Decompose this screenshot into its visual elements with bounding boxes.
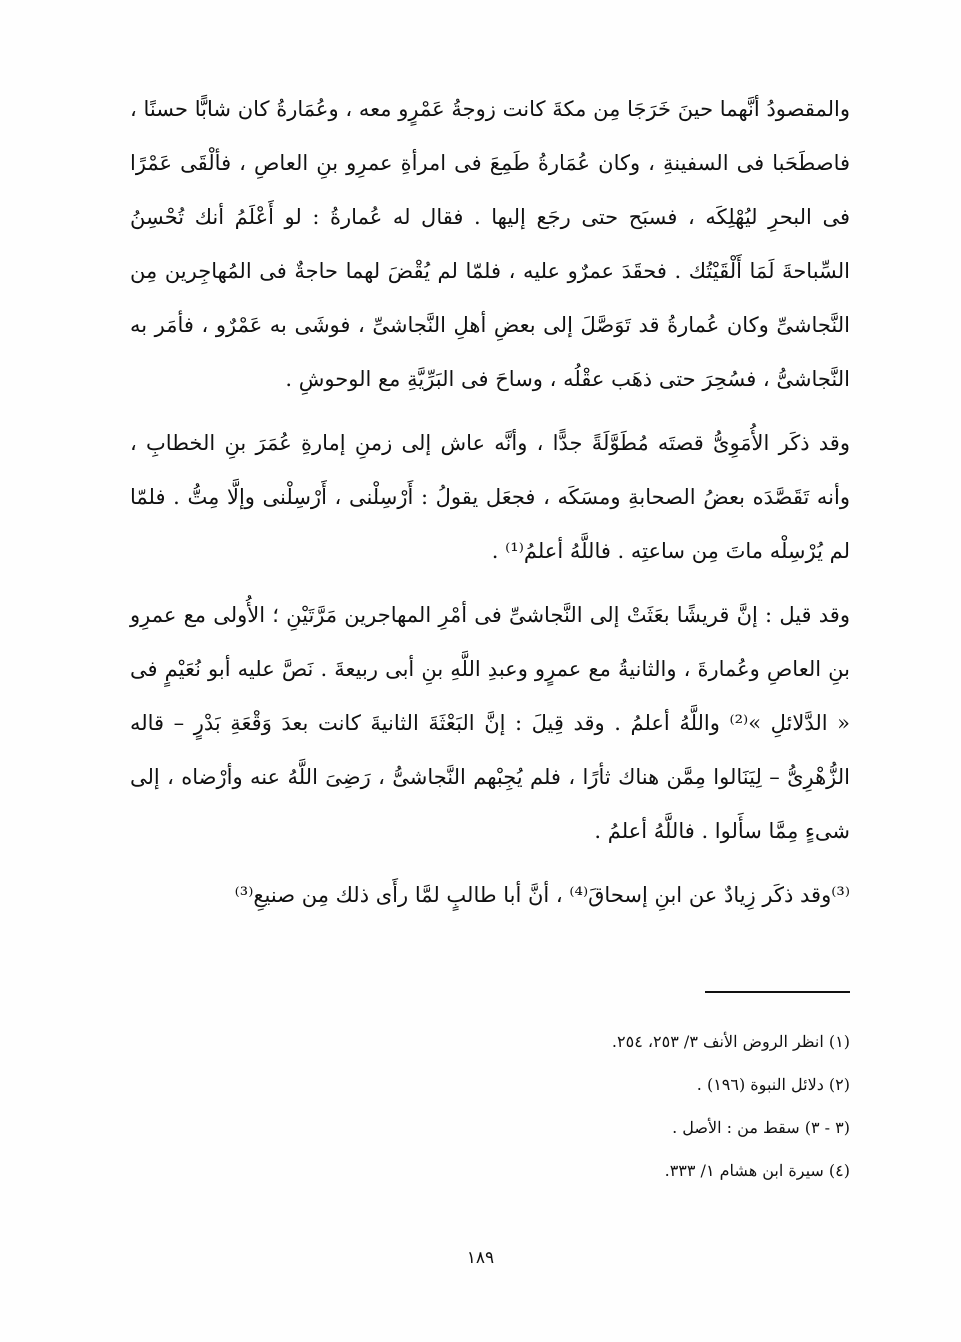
footnotes xyxy=(400,1020,850,1192)
paragraph-4: ⁽³⁾وقد ذكَر زِيادٌ عن ابنِ إسحاقَ⁽⁴⁾ ، أنَّ أبا طالبٍ لمَّا رأَى ذلك مِن صنيعِ⁽³⁾ xyxy=(234,883,850,907)
paragraph-2: وقد ذكَر الأُمَوِىُّ قصتَه مُطَوَّلَةً جدًّا ، وأنَّه عاش إلى زمنِ إمارةِ عُمَرَ بنِ الخطابِ ، وأنه تَقَصَّدَه بعضُ الصحابةِ ومسَكَه ، فجعَل يقولُ : أَرْسِلْنى ، أَرْسِلْنى وإلَّا مِتُّ . فلمّا لم يُرْسِلْه ماتَ مِن ساعتِه . فاللَّهُ أعلمُ⁽¹⁾ . xyxy=(130,431,850,563)
footnote-3: (٣ - ٣) سقط من : الأصل . xyxy=(672,1118,850,1137)
footnote-separator xyxy=(705,991,850,993)
footnote-4: (٤) سيرة ابن هشام ١/ ٣٣٣. xyxy=(664,1161,850,1180)
paragraph-3: وقد قيل : إنَّ قريشًا بعَثَتْ إلى النَّجاشىِّ فى أمْرِ المهاجرين مَرَّتَيْنِ ؛ الأُولى مع عمرِو بنِ العاصِ وعُمارةَ ، والثانيةُ مع عمرٍو وعبدِ اللَّهِ بنِ أبى ربيعةَ . نَصَّ عليه أبو نُعَيْمٍ فى « الدَّلائلِ »⁽²⁾ واللَّهُ أعلمُ . وقد قِيلَ : إنَّ البَعْثَةَ الثانيةَ كانت بعدَ وَقْعَةِ بَدْرٍ – قاله الزُّهْرِىُّ – لِيَنَالوا مِمَّن هناك ثأرًا ، فلم يُجِبْهم النَّجاشىُّ ، رَضِىَ اللَّهُ عنه وأرْضاه ، إلى شىءٍ مِمَّا سأَلوا . فاللَّهُ أعلمُ . xyxy=(130,603,850,843)
paragraph-1: والمقصودُ أنَّهما حينَ خَرَجَا مِن مكةَ كانت زوجةُ عَمْرٍو معه ، وعُمَارةُ كان شابًّا حسنًا ، فاصطَحَبا فى السفينةِ ، وكان عُمَارةُ طَمِعَ فى امرأةِ عمرِو بنِ العاصِ ، فألْقَى عَمْرًا فى البحرِ ليُهْلِكَه ، فسبَح حتى رجَع إليها . فقال له عُمارةُ : لو أَعْلَمُ أنك تُحْسِنُ السِّباحةَ لَمَا أَلْقَيْتُك . فحقَدَ عمرٌو عليه ، فلمّا لم يُقْضَ لهما حاجةٌ فى المُهاجِرين مِن النَّجاشىِّ وكان عُمارةُ قد تَوَصَّلَ إلى بعضِ أهلِ النَّجاشىِّ ، فوشَى به عَمْرٌو ، فأمَر به النَّجاشىُّ ، فسُحِرَ حتى ذهَب عقْلُه ، وساحَ فى البَرِّيَّةِ مع الوحوشِ . xyxy=(130,97,850,391)
footnote-2: (٢) دلائل النبوة (١٩٦) . xyxy=(696,1075,850,1094)
footnote-1: (١) انظر الروض الأنف ٣/ ٢٥٣، ٢٥٤. xyxy=(611,1032,850,1051)
page-number: ١٨٩ xyxy=(466,1248,495,1268)
main-text xyxy=(130,82,850,922)
